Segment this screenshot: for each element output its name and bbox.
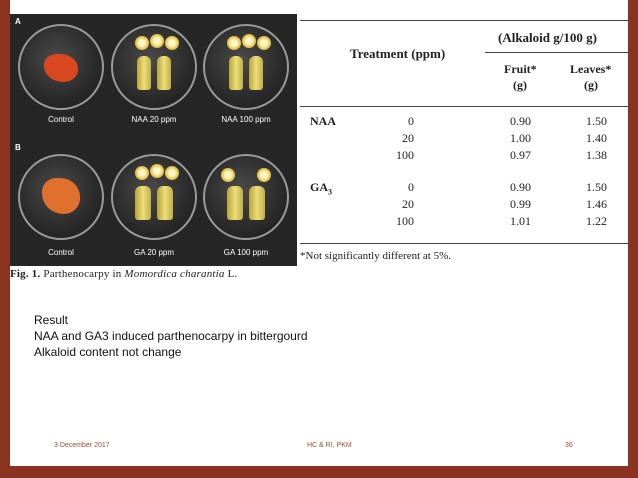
result-heading: Result bbox=[34, 313, 69, 327]
control-fruit-a bbox=[44, 54, 78, 82]
dish-control-b bbox=[18, 154, 104, 240]
group-rule bbox=[485, 52, 628, 53]
dish-naa-20 bbox=[111, 24, 197, 110]
caption-text: Parthenocarpy in bbox=[43, 268, 122, 280]
dish-control-a bbox=[18, 24, 104, 110]
row-fruit: 1.00 bbox=[510, 131, 531, 145]
result-line-2: Alkaloid content not change bbox=[34, 345, 182, 359]
footer-date: 3 December 2017 bbox=[54, 442, 110, 449]
panel-a-letter: A bbox=[15, 17, 21, 26]
leaves-header: Leaves* bbox=[570, 62, 612, 76]
row-fruit: 1.01 bbox=[510, 214, 531, 228]
treatment-header: Treatment (ppm) bbox=[350, 46, 446, 61]
dish-ga-20 bbox=[111, 154, 197, 240]
alkaloid-table bbox=[300, 0, 628, 268]
figure-caption bbox=[10, 268, 237, 280]
row-leaves: 1.22 bbox=[586, 214, 607, 228]
row-ppm: 20 bbox=[402, 197, 414, 211]
row-fruit: 0.90 bbox=[510, 180, 531, 194]
label-ga-100: GA 100 ppm bbox=[223, 248, 269, 257]
group-ga3 bbox=[310, 180, 332, 196]
row-leaves: 1.46 bbox=[586, 197, 607, 211]
row-ppm: 20 bbox=[402, 131, 414, 145]
label-control-a: Control bbox=[48, 115, 74, 124]
fruit-unit: (g) bbox=[513, 78, 527, 92]
panel-b-letter: B bbox=[15, 143, 21, 152]
alkaloid-header: (Alkaloid g/100 g) bbox=[498, 30, 597, 45]
row-leaves: 1.50 bbox=[586, 114, 607, 128]
row-fruit: 0.99 bbox=[510, 197, 531, 211]
row-ppm: 0 bbox=[408, 180, 414, 194]
result-line-1: NAA and GA3 induced parthenocarpy in bittergourd bbox=[34, 329, 308, 343]
label-control-b: Control bbox=[48, 248, 74, 257]
row-leaves: 1.40 bbox=[586, 131, 607, 145]
row-leaves: 1.38 bbox=[586, 148, 607, 162]
fruit-header: Fruit* bbox=[504, 62, 537, 76]
row-ppm: 100 bbox=[396, 214, 414, 228]
group-ga-label: GA bbox=[310, 180, 328, 194]
slide bbox=[10, 0, 628, 466]
control-fruit-b bbox=[42, 178, 80, 214]
caption-species: Momordica charantia bbox=[124, 268, 225, 280]
panel-b bbox=[10, 140, 297, 266]
caption-prefix: Fig. 1. bbox=[10, 268, 41, 280]
group-ga-subscript: 3 bbox=[328, 187, 332, 197]
panel-a bbox=[10, 14, 297, 140]
table-top-rule bbox=[300, 20, 628, 21]
label-naa-20: NAA 20 ppm bbox=[131, 115, 177, 124]
leaves-unit: (g) bbox=[584, 78, 598, 92]
dish-naa-100 bbox=[203, 24, 289, 110]
table-bottom-rule bbox=[300, 243, 628, 244]
row-leaves: 1.50 bbox=[586, 180, 607, 194]
header-rule bbox=[300, 106, 628, 107]
label-ga-20: GA 20 ppm bbox=[133, 248, 175, 257]
table-footnote: *Not significantly different at 5%. bbox=[300, 250, 452, 262]
row-fruit: 0.90 bbox=[510, 114, 531, 128]
footer-page-number: 36 bbox=[565, 442, 573, 449]
footer-center: HC & RI, PKM bbox=[307, 442, 352, 449]
dish-ga-100 bbox=[203, 154, 289, 240]
result-block bbox=[34, 312, 308, 360]
row-fruit: 0.97 bbox=[510, 148, 531, 162]
group-naa: NAA bbox=[310, 114, 336, 128]
row-ppm: 0 bbox=[408, 114, 414, 128]
figure-photo bbox=[10, 14, 297, 266]
caption-suffix: L. bbox=[227, 268, 238, 280]
label-naa-100: NAA 100 ppm bbox=[221, 115, 271, 124]
row-ppm: 100 bbox=[396, 148, 414, 162]
